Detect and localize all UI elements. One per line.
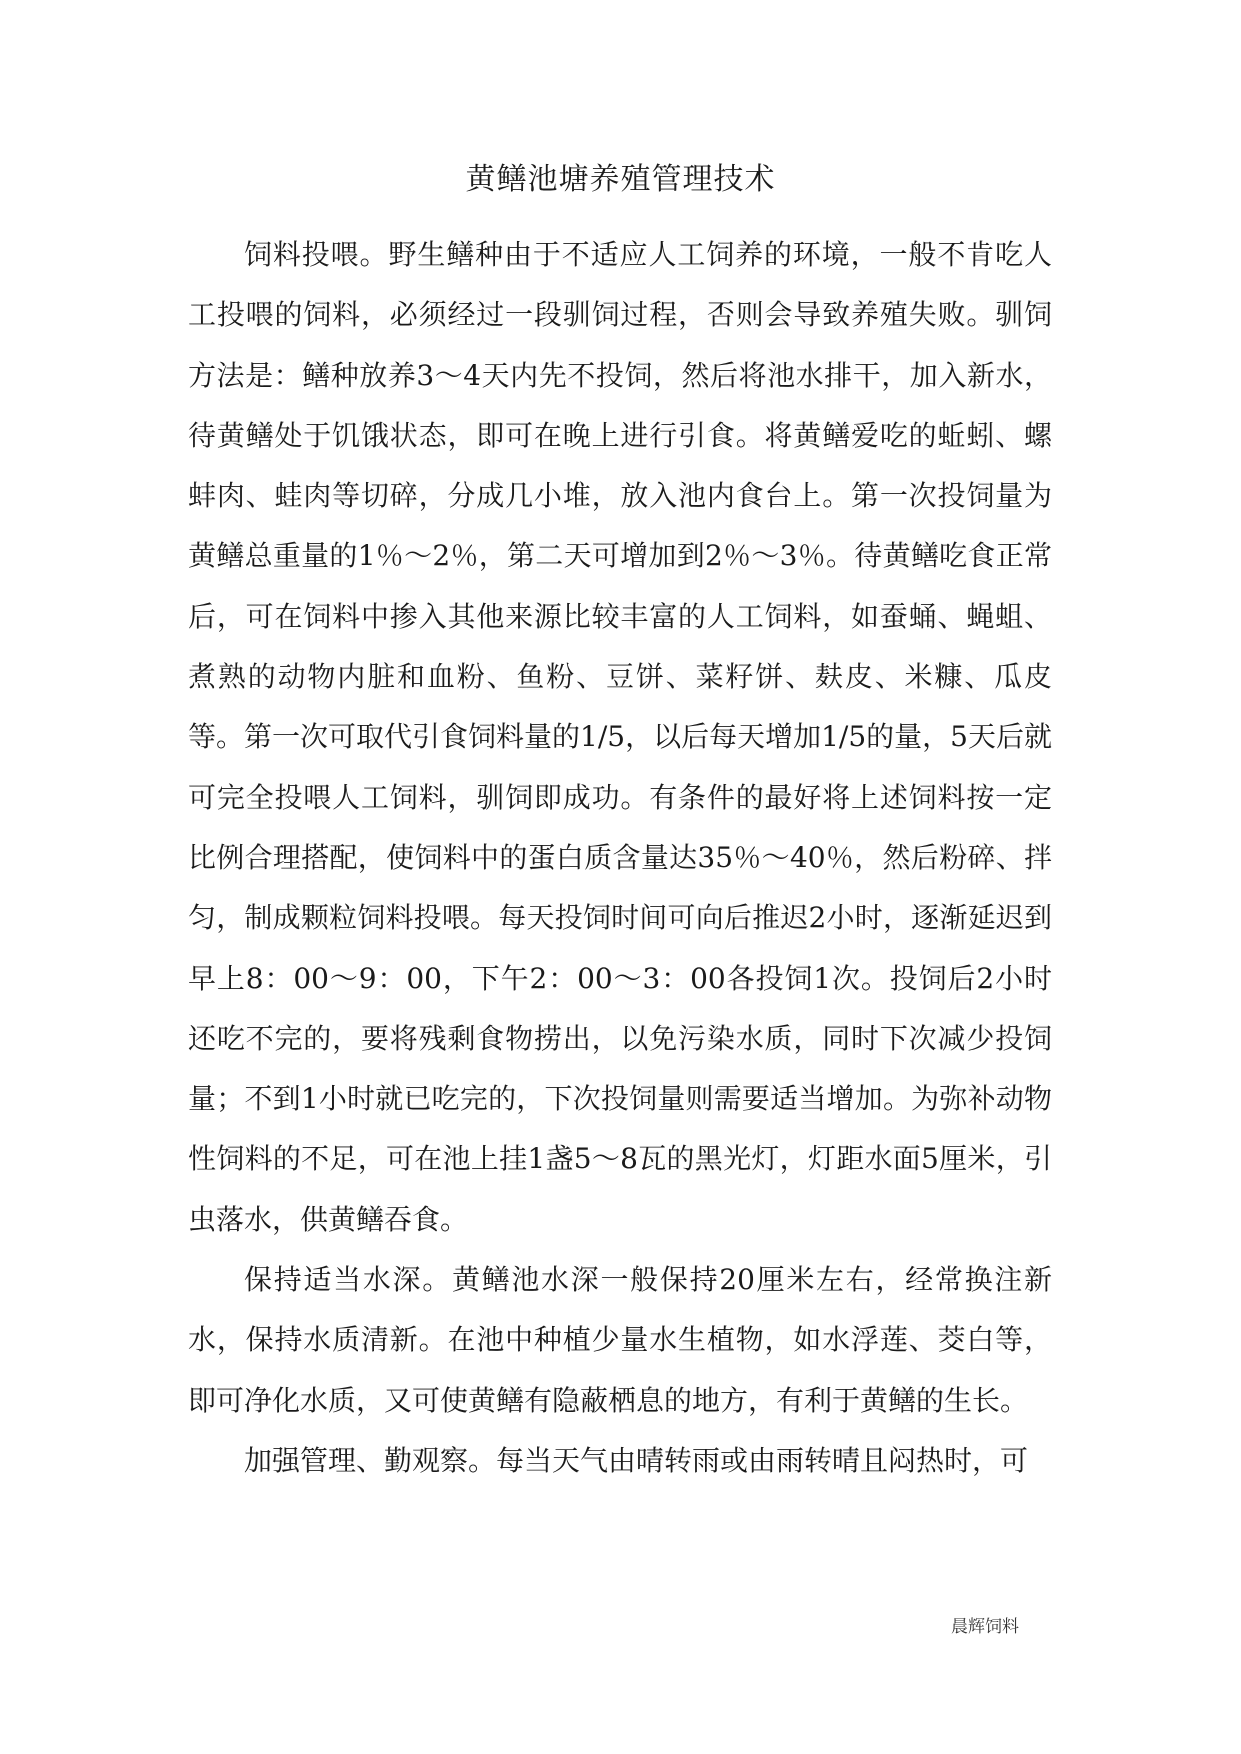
document-body [188,225,1052,1491]
paragraph-water-depth: 保持适当水深。黄鳝池水深一般保持20厘米左右，经常换注新水，保持水质清新。在池中种植少量水生植物，如水浮莲、茭白等，即可净化水质，又可使黄鳝有隐蔽栖息的地方，有利于黄鳝的生长。 [188,1263,1052,1417]
paragraph-management: 加强管理、勤观察。每当天气由晴转雨或由雨转晴且闷热时，可 [244,1443,1029,1477]
document-title: 黄鳝池塘养殖管理技术 [465,162,776,197]
page-footer: 晨辉饲料 [951,1617,1019,1637]
paragraph-feeding: 饲料投喂。野生鳝种由于不适应人工饲养的环境，一般不肯吃人工投喂的饲料，必须经过一段驯饲过程，否则会导致养殖失败。驯饲方法是：鳝种放养3～4天内先不投饲，然后将池水排干，加入新水，待黄鳝处于饥饿状态，即可在晚上进行引食。将黄鳝爱吃的蚯蚓、螺蚌肉、蛙肉等切碎，分成几小堆，放入池内食台上。第一次投饲量为黄鳝总重量的1％～2％，第二天可增加到2％～3％。待黄鳝吃食正常后，可在饲料中掺入其他来源比较丰富的人工饲料，如蚕蛹、蝇蛆、煮熟的动物内脏和血粉、鱼粉、豆饼、菜籽饼、麸皮、米糠、瓜皮等。第一次可取代引食饲料量的1/5，以后每天增加1/5的量，5天后就可完全投喂人工饲料，驯饲即成功。有条件的最好将上述饲料按一定比例合理搭配，使饲料中的蛋白质含量达35％～40％，然后粉碎、拌匀，制成颗粒饲料投喂。每天投饲时间可向后推迟2小时，逐渐延迟到早上8：00～9：00，下午2：00～3：00各投饲1次。投饲后2小时还吃不完的，要将残剩食物捞出，以免污染水质，同时下次减少投饲量；不到1小时就已吃完的，下次投饲量则需要适当增加。为弥补动物性饲料的不足，可在池上挂1盏5～8瓦的黑光灯，灯距水面5厘米，引虫落水，供黄鳝吞食。 [188,238,1052,1236]
